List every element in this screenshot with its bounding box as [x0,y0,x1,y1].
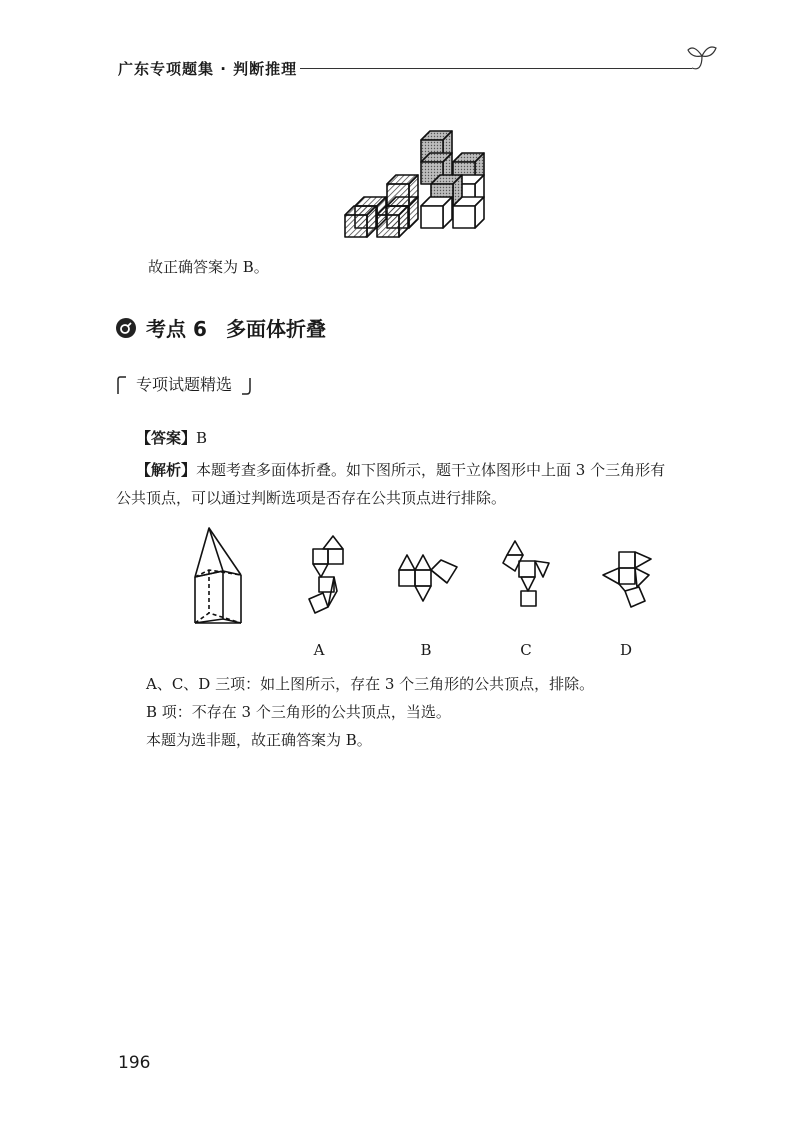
subsection-title: 专项试题精选 [136,375,233,394]
sprout-icon [686,42,720,82]
answer-tag: 【答案】 [136,429,197,447]
net-d [603,552,651,607]
cube-front-face [345,215,367,237]
analysis-tag: 【解析】 [136,461,197,479]
cube-front-face [453,206,475,228]
analysis-text-1: 本题考查多面体折叠。如下图所示，题干立体图形中上面 3 个三角形有 [196,461,666,479]
net-c [503,541,549,606]
option-label-d: D [619,641,633,659]
header-title: 广东专项题集 · 判断推理 [118,60,298,78]
option-label-b: B [420,641,432,659]
explanation-line-1: A、C、D 三项：如上图所示，存在 3 个三角形的公共顶点，排除。 [146,675,595,693]
bracket-left-icon [116,374,128,396]
polyhedron-figure [185,525,665,630]
answer-value: B [196,429,208,447]
net-a [309,536,343,613]
net-b [399,555,457,601]
running-header [118,56,718,80]
section-title: 多面体折叠 [226,317,326,341]
top-conclusion: 故正确答案为 B。 [148,258,269,276]
header-rule [300,68,692,69]
analysis-line-1 [136,459,665,481]
option-label-a: A [313,641,325,659]
cube-stack-figure [340,120,500,245]
bracket-right-icon [240,376,252,398]
section-bullet-icon [116,318,136,338]
explanation-line-3: 本题为选非题，故正确答案为 B。 [146,731,372,749]
cube-front-face [377,215,399,237]
answer-line [136,427,207,449]
prism-icon [195,528,241,623]
cube-front-face [421,206,443,228]
page-number: 196 [118,1053,151,1073]
option-label-c: C [520,641,532,659]
analysis-line-2: 公共顶点，可以通过判断选项是否存在公共顶点进行排除。 [116,489,507,507]
section-number: 考点 6 [146,317,207,341]
explanation-line-2: B 项：不存在 3 个三角形的公共顶点，当选。 [146,703,451,721]
